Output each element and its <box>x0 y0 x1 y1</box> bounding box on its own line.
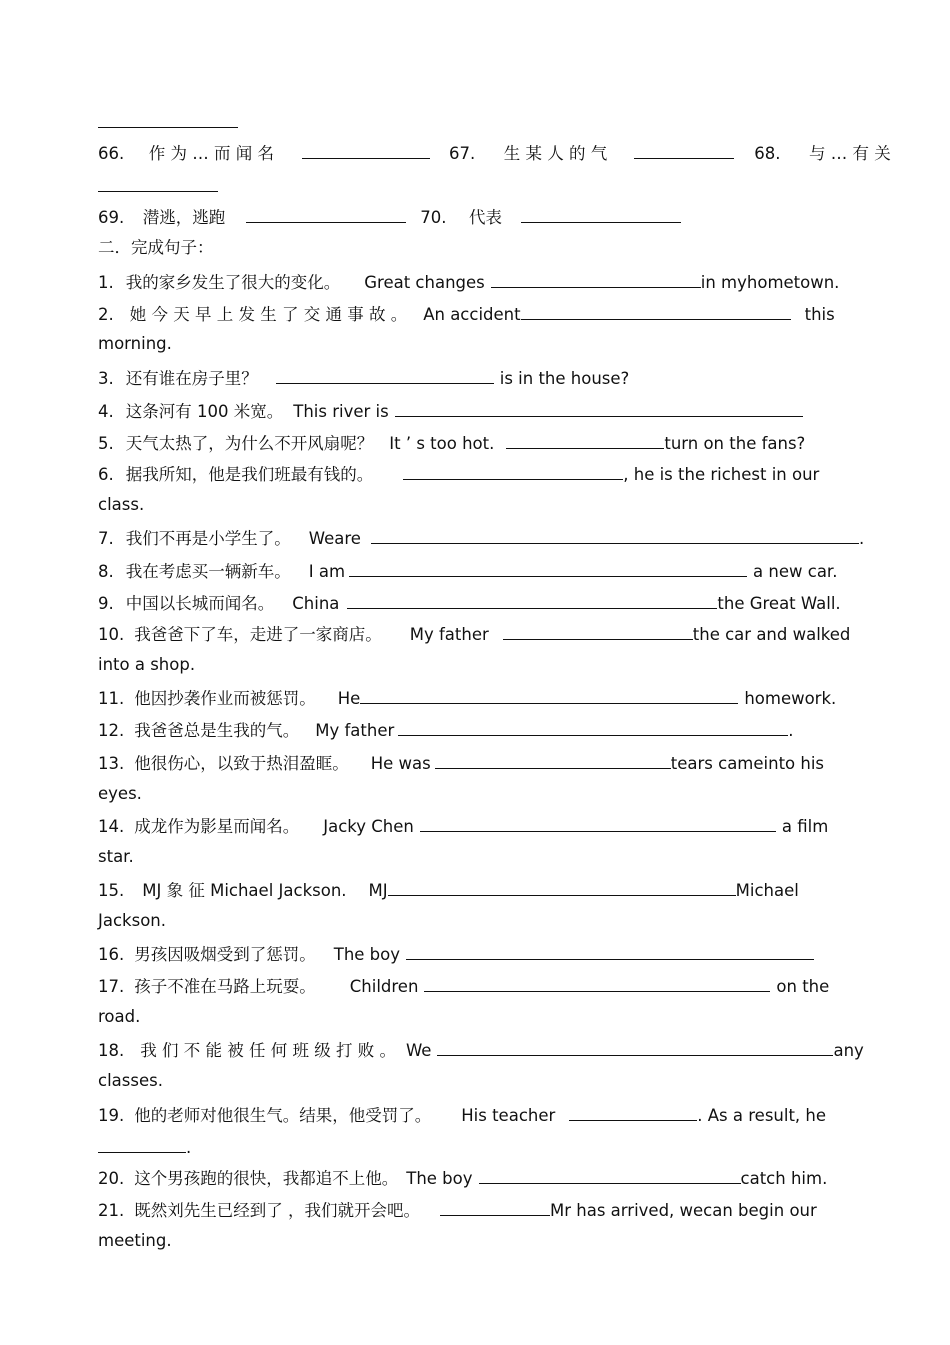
item-number: 67. <box>448 144 476 163</box>
item-chinese: 潜逃，逃跑 <box>142 208 226 227</box>
sentence-10-continued: into a shop. <box>98 655 196 674</box>
answer-blank[interactable] <box>403 463 623 480</box>
item-chinese: 代表 <box>469 208 502 227</box>
sentence-15-continued: Jackson. <box>98 911 166 930</box>
sentence-number: 11. <box>98 689 125 708</box>
sentence-19 <box>98 1104 826 1126</box>
sentence-chinese: 我在考虑买一辆新车。 <box>125 562 291 581</box>
sentence-5 <box>98 432 805 454</box>
sentence-number: 17. <box>98 977 125 996</box>
item-number: 70. <box>420 208 447 227</box>
sentence-11 <box>98 687 836 709</box>
sentence-english-b: , he is the richest in our <box>623 465 820 484</box>
sentence-3 <box>98 367 629 389</box>
sentence-chinese: 还有谁在房子里？ <box>125 369 258 388</box>
sentence-english-a: This river is <box>293 402 389 421</box>
answer-blank[interactable] <box>420 815 776 832</box>
answer-blank[interactable] <box>395 400 803 417</box>
sentence-2-continued: morning. <box>98 334 172 353</box>
answer-blank[interactable] <box>98 111 238 133</box>
sentence-10 <box>98 623 850 645</box>
sentence-number: 14. <box>98 817 125 836</box>
sentence-20 <box>98 1167 827 1189</box>
sentence-12 <box>98 719 794 741</box>
sentence-chinese: 既然刘先生已经到了 ，我们就开会吧。 <box>134 1201 420 1220</box>
sentence-english-b: the car and walked <box>692 625 851 644</box>
sentence-4 <box>98 400 803 422</box>
vocab-row-66-68 <box>98 142 891 164</box>
sentence-chinese: 我 们 不 能 被 任 何 班 级 打 败 。 <box>140 1041 396 1060</box>
sentence-chinese: 我爸爸总是生我的气。 <box>134 721 300 740</box>
sentence-1 <box>98 271 839 293</box>
sentence-number: 20. <box>98 1169 125 1188</box>
sentence-6 <box>98 463 819 485</box>
sentence-number: 6. <box>98 465 114 484</box>
sentence-chinese: 他因抄袭作业而被惩罚。 <box>134 689 316 708</box>
sentence-chinese: 中国以长城而闻名。 <box>125 594 275 613</box>
answer-blank[interactable] <box>371 527 859 544</box>
sentence-18-continued: classes. <box>98 1071 163 1090</box>
sentence-number: 7. <box>98 529 114 548</box>
sentence-english-b: turn on the fans? <box>664 434 806 453</box>
answer-blank[interactable] <box>479 1167 741 1184</box>
answer-blank[interactable] <box>98 175 218 197</box>
sentence-english-b: a new car. <box>753 562 838 581</box>
answer-blank[interactable] <box>276 367 494 384</box>
answer-blank[interactable] <box>506 432 664 449</box>
sentence-number: 19. <box>98 1106 125 1125</box>
sentence-english-b: this <box>804 305 835 324</box>
sentence-chinese: MJ 象 征 Michael Jackson. <box>142 881 347 900</box>
sentence-number: 5. <box>98 434 114 453</box>
sentence-chinese: 孩子不准在马路上玩耍。 <box>134 977 316 996</box>
sentence-number: 4. <box>98 402 114 421</box>
answer-blank[interactable] <box>347 592 717 609</box>
sentence-17 <box>98 975 829 997</box>
sentence-21 <box>98 1199 817 1221</box>
sentence-chinese: 他的老师对他很生气。结果，他受罚了。 <box>134 1106 432 1125</box>
sentence-english-a: An accident <box>423 305 521 324</box>
sentence-13-continued: eyes. <box>98 784 142 803</box>
sentence-number: 18. <box>98 1041 125 1060</box>
sentence-english-a: It ’ s too hot. <box>389 434 495 453</box>
answer-blank[interactable] <box>398 719 788 736</box>
sentence-chinese: 我的家乡发生了很大的变化。 <box>125 273 341 292</box>
sentence-chinese: 成龙作为影星而闻名。 <box>134 817 300 836</box>
sentence-14-continued: star. <box>98 847 134 866</box>
sentence-english-b: . As a result, he <box>697 1106 827 1125</box>
sentence-english-a: China <box>292 594 340 613</box>
answer-blank[interactable] <box>360 687 738 704</box>
answer-blank[interactable] <box>503 623 693 640</box>
sentence-number: 1. <box>98 273 114 292</box>
sentence-18 <box>98 1039 864 1061</box>
sentence-english-a: We <box>405 1041 432 1060</box>
sentence-english-b: tears cameinto his <box>670 754 825 773</box>
sentence-number: 13. <box>98 754 125 773</box>
sentence-16 <box>98 943 814 965</box>
sentence-7 <box>98 527 864 549</box>
sentence-chinese: 我们不再是小学生了。 <box>125 529 291 548</box>
answer-blank[interactable] <box>634 142 734 159</box>
sentence-english-a: Children <box>349 977 419 996</box>
sentence-chinese: 天气太热了，为什么不开风扇呢？ <box>125 434 374 453</box>
answer-blank[interactable] <box>440 1199 550 1216</box>
sentence-9 <box>98 592 841 614</box>
sentence-english-a: My father <box>409 625 489 644</box>
sentence-6-continued: class. <box>98 495 145 514</box>
sentence-english-b: . <box>788 721 794 740</box>
answer-blank[interactable] <box>435 752 671 769</box>
answer-blank[interactable] <box>406 943 814 960</box>
sentence-13 <box>98 752 824 774</box>
sentence-chinese: 据我所知，他是我们班最有钱的。 <box>125 465 374 484</box>
answer-blank[interactable] <box>437 1039 833 1056</box>
sentence-english-end: . <box>186 1138 192 1157</box>
sentence-chinese: 他很伤心，以致于热泪盈眶。 <box>134 754 349 773</box>
sentence-number: 12. <box>98 721 125 740</box>
sentence-8 <box>98 560 837 582</box>
sentence-number: 3. <box>98 369 114 388</box>
answer-blank[interactable] <box>424 975 770 992</box>
item-number: 69. <box>98 208 125 227</box>
sentence-chinese: 这个男孩跑的很快，我都追不上他。 <box>134 1169 399 1188</box>
sentence-17-continued: road. <box>98 1007 141 1026</box>
sentence-number: 21. <box>98 1201 125 1220</box>
item-chinese: 生 某 人 的 气 <box>503 144 608 163</box>
sentence-english-b: any <box>833 1041 864 1060</box>
sentence-15 <box>98 879 799 901</box>
sentence-19-continued <box>98 1136 191 1158</box>
sentence-14 <box>98 815 828 837</box>
sentence-chinese: 这条河有 100 米宽。 <box>125 402 284 421</box>
sentence-number: 8. <box>98 562 114 581</box>
sentence-2 <box>98 303 835 325</box>
answer-blank[interactable] <box>349 560 747 577</box>
item-chinese: 作 为 … 而 闻 名 <box>148 144 274 163</box>
sentence-english-a: Jacky Chen <box>323 817 414 836</box>
sentence-number: 2. <box>98 305 114 324</box>
sentence-english-a: The boy <box>406 1169 473 1188</box>
sentence-english-b: is in the house? <box>499 369 630 388</box>
answer-blank[interactable] <box>246 206 406 223</box>
answer-blank[interactable] <box>491 271 701 288</box>
section-title: 二．完成句子： <box>98 238 214 257</box>
sentence-number: 15. <box>98 881 125 900</box>
sentence-chinese: 她 今 天 早 上 发 生 了 交 通 事 故 。 <box>129 305 408 324</box>
sentence-english-a: The boy <box>333 945 401 964</box>
sentence-number: 10. <box>98 625 125 644</box>
answer-blank[interactable] <box>521 303 791 320</box>
answer-blank[interactable] <box>302 142 430 159</box>
sentence-english-a: Great changes <box>364 273 485 292</box>
sentence-21-continued: meeting. <box>98 1231 172 1250</box>
sentence-english-b: catch him. <box>740 1169 828 1188</box>
sentence-english-a: He <box>337 689 361 708</box>
sentence-english-a: My father <box>315 721 395 740</box>
sentence-number: 9. <box>98 594 114 613</box>
item-number: 66. <box>98 144 125 163</box>
sentence-english-a: Weare <box>308 529 361 548</box>
vocab-row-69-70 <box>98 206 681 228</box>
sentence-english-a: I am <box>308 562 346 581</box>
sentence-chinese: 我爸爸下了车，走进了一家商店。 <box>134 625 382 644</box>
sentence-english-b: . <box>858 529 865 548</box>
sentence-english-b: in myhometown. <box>700 273 840 292</box>
sentence-chinese: 男孩因吸烟受到了惩罚。 <box>134 945 316 964</box>
sentence-english-b: the Great Wall. <box>717 594 841 613</box>
answer-blank[interactable] <box>569 1104 697 1121</box>
answer-blank[interactable] <box>388 879 736 896</box>
sentence-english-a: He was <box>370 754 431 773</box>
item-number: 68. <box>754 144 781 163</box>
sentence-english-b: on the <box>776 977 830 996</box>
answer-blank[interactable] <box>521 206 681 223</box>
item-chinese: 与 … 有 关 <box>808 144 891 163</box>
sentence-english-b: Michael <box>735 881 799 900</box>
sentence-english-a: MJ <box>368 881 388 900</box>
sentence-english-b: a film <box>781 817 829 836</box>
sentence-english-a: His teacher <box>461 1106 556 1125</box>
sentence-english-b: homework. <box>744 689 837 708</box>
answer-blank[interactable] <box>98 1136 186 1153</box>
sentence-number: 16. <box>98 945 125 964</box>
sentence-english-b: Mr has arrived, wecan begin our <box>550 1201 817 1220</box>
